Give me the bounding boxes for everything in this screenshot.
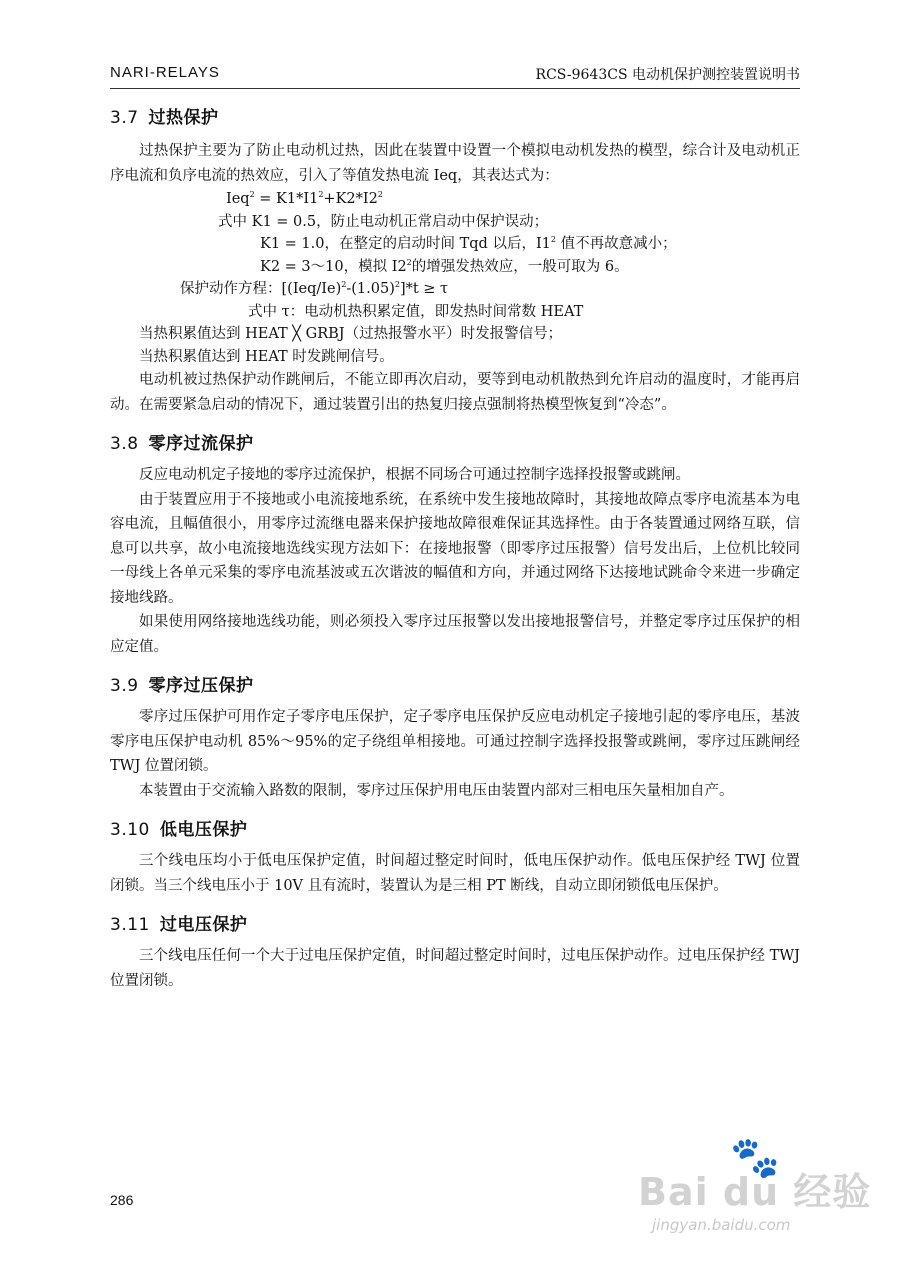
- tau-definition: 式中 τ：电动机热积累定值，即发热时间常数 HEAT: [248, 303, 584, 320]
- section-heading-3-11: 3.11 过电压保护: [110, 915, 248, 935]
- paragraph: 由于装置应用于不接地或小电流接地系统，在系统中发生接地故障时，其接地故障点零序电流基本为电容电流，且幅值很小，用零序过流继电器来保护接地故障很难保证其选择性。由于各装置通过网络互联，信息可以共享，故小电流接地选线实现方法如下：在接地报警（即零序过压报警）信号发出后，上位机比较同一母线上各单元采集的零序电流基波或五次谐波的幅值和方向，并通过网络下达接地试跳命令来进一步确定接地线路。: [110, 491, 800, 606]
- header-left: NARI-RELAYS: [110, 64, 220, 81]
- page-content: [110, 105, 800, 993]
- page-header: [110, 64, 800, 88]
- baidu-jingyan-watermark: [638, 1135, 872, 1248]
- paragraph: 如果使用网络接地选线功能，则必须投入零序过压报警以发出接地报警信号，并整定零序过压保护的相应定值。: [110, 614, 800, 655]
- alarm-condition: 当热积累值达到 HEAT ╳ GRBJ（过热报警水平）时发报警信号；: [139, 326, 563, 342]
- header-rule: [110, 88, 800, 89]
- watermark-url: jingyan.baidu.com: [652, 1216, 791, 1234]
- section-heading-3-7: 3.7 过热保护: [110, 108, 219, 128]
- section-heading-3-10: 3.10 低电压保护: [110, 820, 248, 840]
- formula-ieq: $Ieq^2 = K1*I1^2+K2*I2^2$: [226, 190, 383, 207]
- coefficient-k1b: K1 = 1.0，在整定的启动时间 Tqd 以后，$I1^2$ 值不再故意减小；: [260, 235, 677, 252]
- paragraph: 三个线电压均小于低电压保护定值，时间超过整定时间时，低电压保护动作。低电压保护经 TWJ 位置闭锁。当三个线电压小于 10V 且有流时，装置认为是三相 PT 断线，自动立即闭锁低电压保护。: [110, 853, 800, 894]
- coefficient-k1a: 式中 K1 = 0.5，防止电动机正常启动中保护误动；: [218, 213, 549, 230]
- paragraph: 本装置由于交流输入路数的限制，零序过压保护用电压由装置内部对三相电压矢量相加自产。: [139, 782, 734, 799]
- section-heading-3-8: 3.8 零序过流保护: [110, 434, 254, 454]
- paragraph: 三个线电压任何一个大于过电压保护定值，时间超过整定时间时，过电压保护动作。过电压保护经 TWJ 位置闭锁。: [110, 948, 800, 989]
- page-number: 286: [110, 1192, 134, 1208]
- header-right: RCS-9643CS 电动机保护测控装置说明书: [535, 67, 800, 83]
- coefficient-k2: K2 = 3～10，模拟 $I2^2$的增强发热效应，一般可取为 6。: [260, 257, 629, 275]
- trip-condition: 当热积累值达到 HEAT 时发跳闸信号。: [139, 348, 394, 365]
- paragraph: 反应电动机定子接地的零序过流保护，根据不同场合可通过控制字选择投报警或跳闸。: [139, 467, 690, 483]
- paragraph: 零序过压保护可用作定子零序电压保护，定子零序电压保护反应电动机定子接地引起的零序电压，基波零序电压保护电动机 85%～95%的定子绕组单相接地。可通过控制字选择投报警或跳闸，零序过压跳闸经 TWJ 位置闭锁。: [110, 709, 800, 774]
- paragraph: 电动机被过热保护动作跳闸后，不能立即再次启动，要等到电动机散热到允许启动的温度时，才能再启动。在需要紧急启动的情况下，通过装置引出的热复归接点强制将热模型恢复到“冷态”。: [110, 372, 800, 413]
- watermark-brand: Bai du 经验: [638, 1170, 872, 1214]
- section-heading-3-9: 3.9 零序过压保护: [110, 676, 254, 696]
- paragraph: 过热保护主要为了防止电动机过热，因此在装置中设置一个模拟电动机发热的模型，综合计及电动机正序电流和负序电流的热效应，引入了等值发热电流 Ieq，其表达式为：: [110, 143, 800, 184]
- action-equation: 保护动作方程：$[(Ieq/Ie)^2-(1.05)^2]*t \ge \tau$: [180, 280, 449, 297]
- paw-icon: 🐾: [730, 1135, 780, 1181]
